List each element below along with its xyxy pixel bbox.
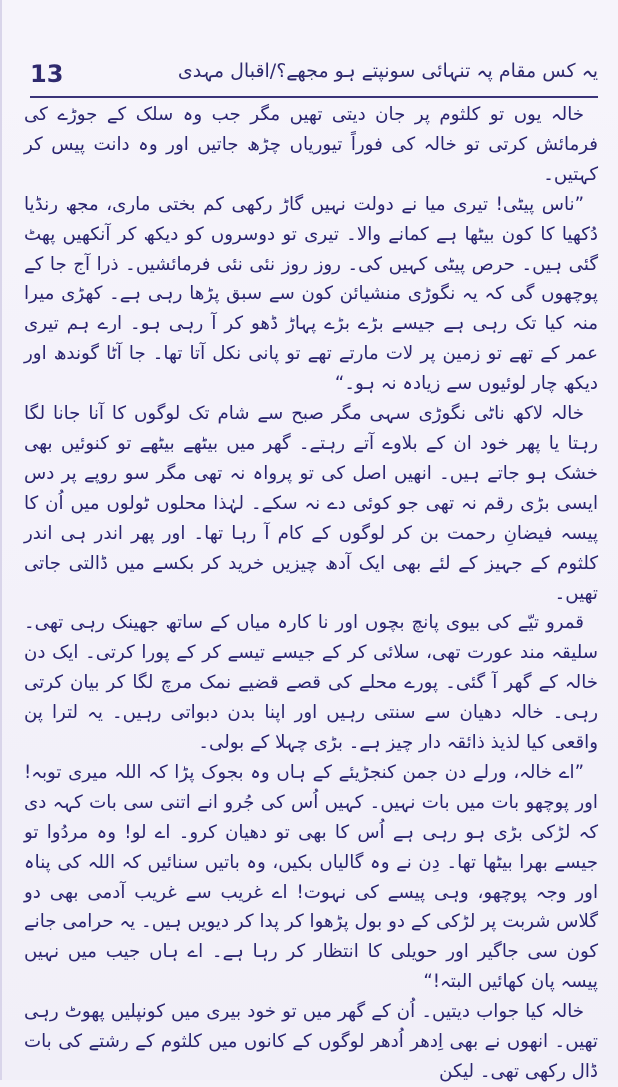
paragraph: ”ناس پیٹی! تیری میا نے دولت نہیں گاڑ رکھی کم بختی ماری، مجھ رنڈیا دُکھیا کا کون بیٹھا ہے کمانے والا۔ تیری تو دوسروں کو دیکھ کر آنکھیں پھٹ گئی ہیں۔ حرص پیٹی کہیں کی۔ روز روز نئی نئی فرمائشیں۔ ذرا آج جا کے پوچھوں گی کہ یہ نگوڑی منشیائن کون سے سبق پڑھا رہی ہے۔ کھڑی میرا منہ کیا تک رہی ہے جیسے بڑے بڑے پہاڑ ڈھو کر آ رہی ہو۔ ارے ہم تیری عمر کے تھے تو زمین پر لات مارتے تھے تو پانی نکل آتا تھا۔ جا آٹا گوندھ اور دیکھ چار لوئیوں سے زیادہ نہ ہو۔“ xyxy=(24,193,598,395)
paragraph: خالہ کیا جواب دیتیں۔ اُن کے گھر میں تو خود بیری میں کونپلیں پھوٹ رہی تھیں۔ انھوں نے بھی اِدھر اُدھر لوگوں کے کانوں میں کلثوم کے رشتے کی بات ڈال رکھی تھی۔ لیکن xyxy=(24,1001,598,1082)
page-number: 13 xyxy=(30,60,64,88)
paragraph: قمرو تیّے کی بیوی پانچ بچوں اور نا کارہ میاں کے ساتھ جھینک رہی تھی۔ سلیقہ مند عورت تھی، سلائی کر کے جیسے تیسے کر کے پورا کرتی۔ ایک دن خالہ کے گھر آ گئی۔ پورے محلے کی قصے قضیے نمک مرچ لگا کر بیان کرتی رہی۔ خالہ دھیان سے سنتی رہیں اور اپنا بدن دبواتی رہیں۔ یہ لترا پن واقعی کیا لذیذ ذائقہ دار چیز ہے۔ بڑی چہلا کے بولی۔ xyxy=(24,612,598,754)
paragraph: خالہ یوں تو کلثوم پر جان دیتی تھیں مگر جب وہ سلک کے جوڑے کی فرمائش کرتی تو خالہ کی فوراً تیوریاں چڑھ جاتیں اور وہ دانت پیس کر کہتیں۔ xyxy=(24,104,598,185)
paragraph: ”اے خالہ، ورلے دن جمن کنجڑیئے کے ہاں وہ بجوک پڑا کہ اللہ میری توبہ! اور پوچھو بات میں بات نہیں۔ کہیں اُس کی جُرو انے اتنی سی بات کہہ دی کہ لڑکی بڑی ہو رہی ہے اُس کا بھی تو دھیان کرو۔ اے لو! وہ مردُوا تو جیسے بھرا بیٹھا تھا۔ دِن نے وہ گالیاں بکیں، وہ باتیں سنائیں کہ اللہ کی پناہ اور وجہ پوچھو، وہی پیسے کی نہوت! اے غریب سے غریب آدمی بھی دو گلاس شربت پر لڑکی کے دو بول پڑھوا کر پدا کر دیویں ہیں۔ یہ حرامی جانے کون سی جاگیر اور حویلی کا انتظار کر رہا ہے۔ اے ہاں جیب میں نہیں پیسہ پان کھائیں البتہ!“ xyxy=(24,761,598,993)
story-text xyxy=(24,100,598,1082)
running-title: یہ کس مقام پہ تنہائی سونپتے ہو مجھے؟/اقبال مہدی xyxy=(177,60,598,82)
paragraph: خالہ لاکھ ناٹی نگوڑی سہی مگر صبح سے شام تک لوگوں کا آنا جانا لگا رہتا یا پھر خود ان کے بلاوے آتے رہتے۔ گھر میں بیٹھے بیٹھے تو کنوئیں بھی خشک ہو جاتے ہیں۔ انھیں اصل کی تو پرواہ نہ تھی مگر سو روپے پر دس ایسی بڑی رقم نہ تھی جو کوئی دے نہ سکے۔ لہٰذا محلوں ٹولوں میں اُن کا پیسہ فیضانِ رحمت بن کر لوگوں کے کام آ رہا تھا۔ اور پھر اندر ہی اندر کلثوم کے جہیز کے لئے بھی ایک آدھ چیزیں خرید کر بکسے میں ڈالتی جاتی تھیں۔ xyxy=(24,403,598,604)
page-header xyxy=(30,60,598,98)
